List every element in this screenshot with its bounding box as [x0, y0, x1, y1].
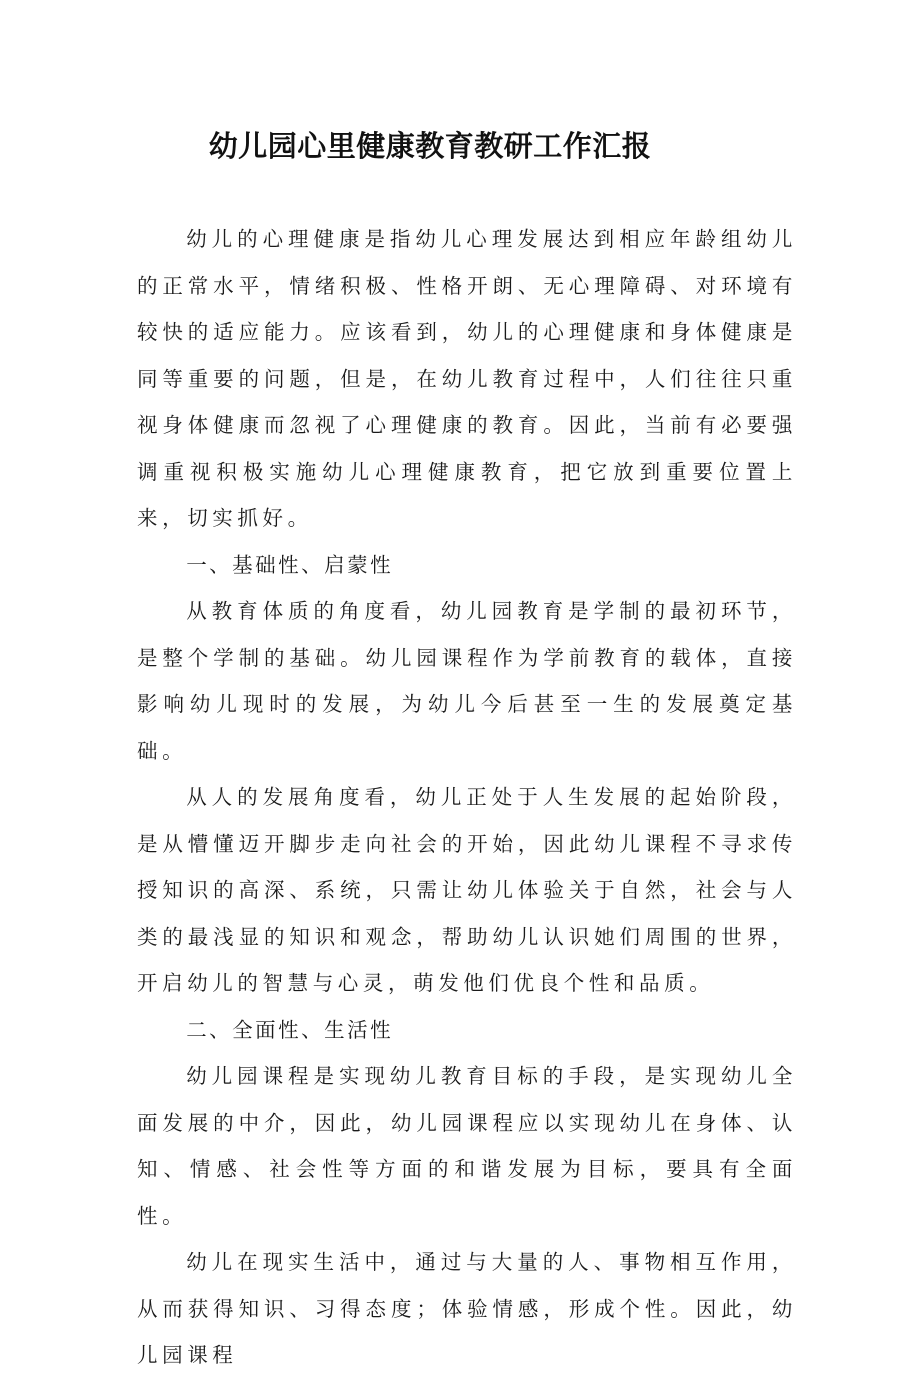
section-heading-1: 一、基础性、启蒙性 — [186, 552, 394, 577]
section-heading-2: 二、全面性、生活性 — [186, 1017, 394, 1042]
document-body — [137, 216, 797, 1379]
page-title: 幼儿园心里健康教育教研工作汇报 — [208, 129, 652, 163]
section-2-paragraph-2: 幼儿在现实生活中，通过与大量的人、事物相互作用，从而获得知识、习得态度；体验情感，形成个性。因此，幼儿园课程 — [137, 1250, 797, 1367]
section-1-paragraph-1: 从教育体质的角度看，幼儿园教育是学制的最初环节，是整个学制的基础。幼儿园课程作为学前教育的载体，直接影响幼儿现时的发展，为幼儿今后甚至一生的发展奠定基础。 — [137, 599, 797, 763]
section-2-paragraph-1: 幼儿园课程是实现幼儿教育目标的手段，是实现幼儿全面发展的中介，因此，幼儿园课程应以实现幼儿在身体、认知、情感、社会性等方面的和谐发展为目标，要具有全面性。 — [137, 1064, 797, 1228]
section-1-paragraph-2: 从人的发展角度看，幼儿正处于人生发展的起始阶段，是从懵懂迈开脚步走向社会的开始，因此幼儿课程不寻求传授知识的高深、系统，只需让幼儿体验关于自然，社会与人类的最浅显的知识和观念，帮助幼儿认识她们周围的世界，开启幼儿的智慧与心灵，萌发他们优良个性和品质。 — [137, 785, 797, 995]
intro-paragraph: 幼儿的心理健康是指幼儿心理发展达到相应年龄组幼儿的正常水平，情绪积极、性格开朗、无心理障碍、对环境有较快的适应能力。应该看到，幼儿的心理健康和身体健康是同等重要的问题，但是，在幼儿教育过程中，人们往往只重视身体健康而忽视了心理健康的教育。因此，当前有必要强调重视积极实施幼儿心理健康教育，把它放到重要位置上来，切实抓好。 — [137, 227, 797, 530]
